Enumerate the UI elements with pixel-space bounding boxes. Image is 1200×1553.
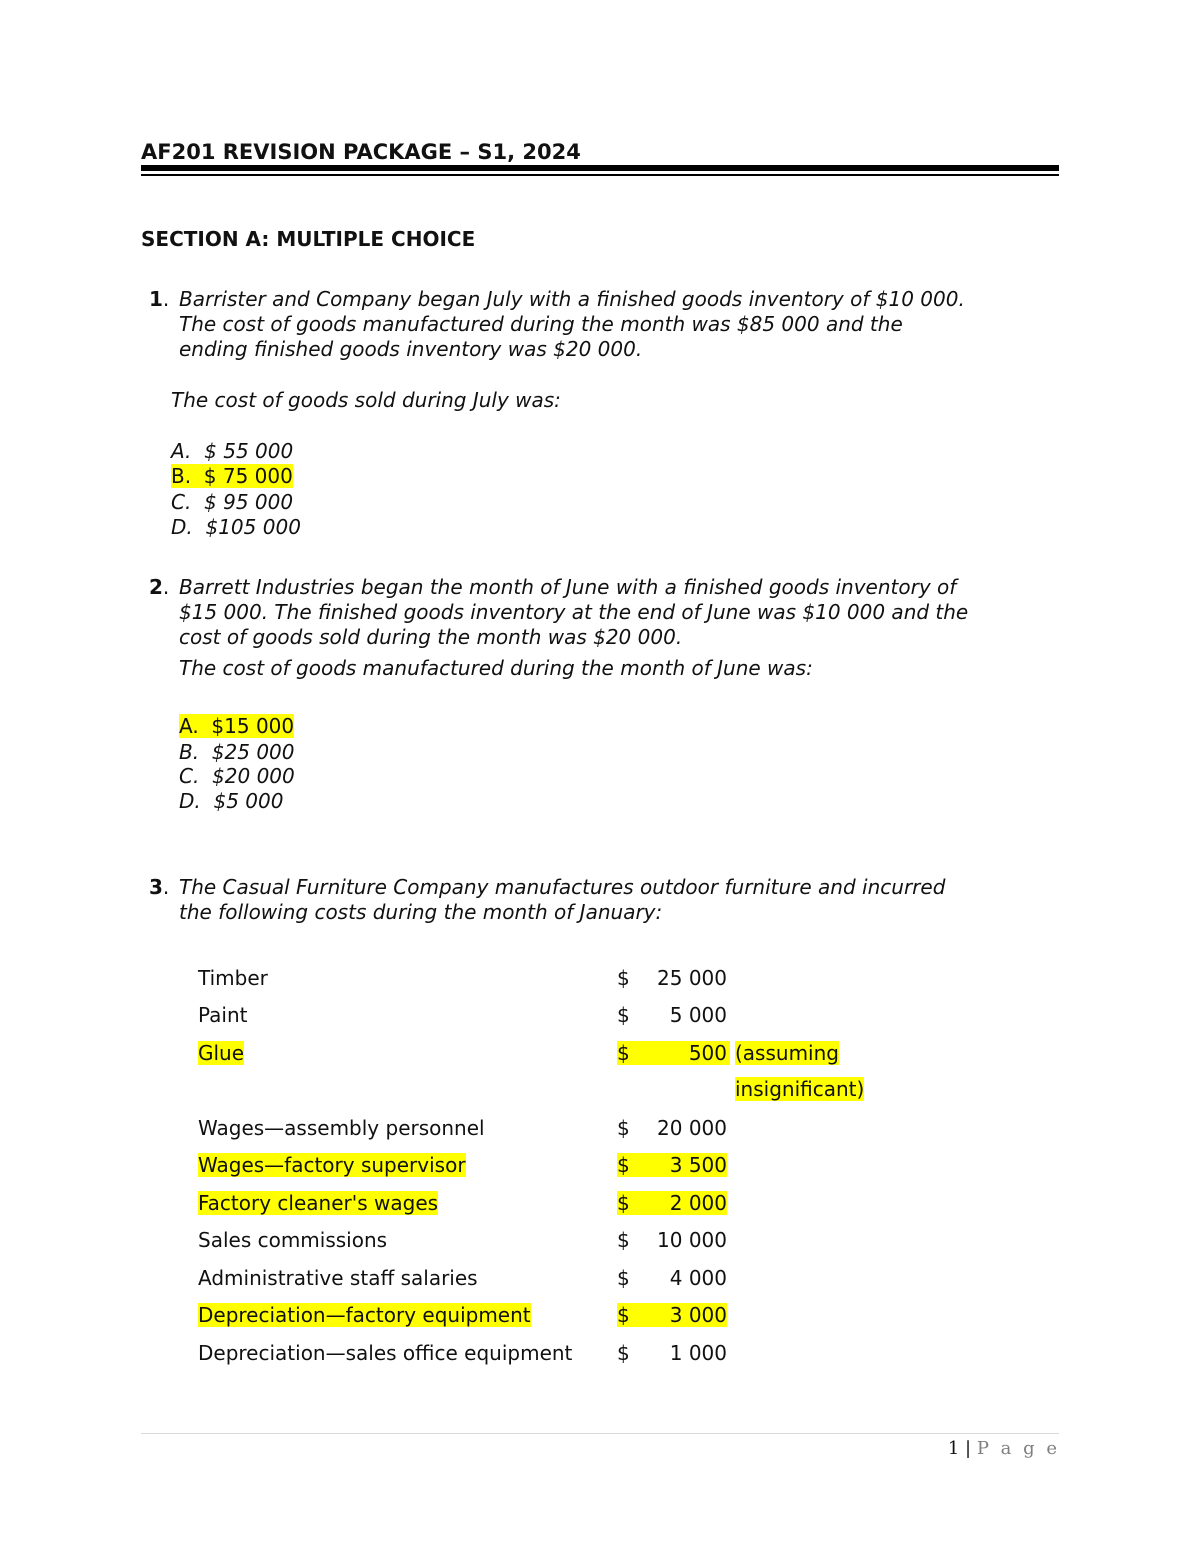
cost-amount: 20 000	[657, 1116, 727, 1140]
cost-currency: $	[617, 1003, 630, 1027]
title-underline-thick	[141, 165, 1059, 171]
cost-amount: 5 000	[669, 1003, 727, 1027]
question-text-line: ending finished goods inventory was $20 000.	[179, 337, 643, 361]
page-separator: |	[965, 1438, 972, 1459]
question-prompt: The cost of goods manufactured during the month of June was:	[179, 656, 813, 680]
question-text-line: Barrister and Company began July with a finished goods inventory of $10 000.	[179, 287, 965, 311]
cost-note: (assuming	[735, 1041, 839, 1065]
cost-currency: $	[617, 1153, 727, 1177]
question-text-line: the following costs during the month of January:	[179, 900, 663, 924]
question-prompt: The cost of goods sold during July was:	[171, 388, 561, 412]
answer-option-c: C. $ 95 000	[171, 490, 294, 514]
answer-option-d: D. $5 000	[179, 789, 284, 813]
question-text-line: cost of goods sold during the month was $20 000.	[179, 625, 683, 649]
cost-amount: 10 000	[657, 1228, 727, 1252]
cost-amount: 3 000	[669, 1303, 727, 1327]
cost-amount: 3 500	[669, 1153, 727, 1177]
cost-label: Glue	[198, 1041, 245, 1065]
question-number: 2.	[149, 575, 170, 599]
question-text-line: The cost of goods manufactured during the month was $85 000 and the	[179, 312, 903, 336]
cost-label: Timber	[198, 966, 268, 990]
cost-label: Wages—factory supervisor	[198, 1153, 466, 1177]
cost-amount: 25 000	[657, 966, 727, 990]
cost-note: insignificant)	[735, 1077, 865, 1101]
question-number: 3.	[149, 875, 170, 899]
answer-option-b: B. $ 75 000	[171, 464, 293, 488]
question-text-line: The Casual Furniture Company manufactures outdoor furniture and incurred	[179, 875, 946, 899]
page-label: P a g e	[976, 1438, 1060, 1459]
answer-option-b: B. $25 000	[179, 740, 295, 764]
page-footer	[948, 1438, 1060, 1459]
cost-label: Paint	[198, 1003, 248, 1027]
cost-currency: $	[617, 1228, 630, 1252]
answer-option-c: C. $20 000	[179, 764, 295, 788]
cost-amount: 1 000	[669, 1341, 727, 1365]
question-number: 1.	[149, 287, 170, 311]
cost-amount: 4 000	[669, 1266, 727, 1290]
cost-label: Wages—assembly personnel	[198, 1116, 485, 1140]
cost-currency: $	[617, 1341, 630, 1365]
cost-label: Depreciation—sales office equipment	[198, 1341, 573, 1365]
cost-amount: 500	[683, 1041, 727, 1065]
cost-currency: $	[617, 1116, 630, 1140]
answer-option-a: A. $ 55 000	[171, 439, 294, 463]
section-heading: SECTION A: MULTIPLE CHOICE	[141, 227, 476, 251]
cost-label: Administrative staff salaries	[198, 1266, 478, 1290]
cost-currency: $	[617, 1041, 730, 1065]
cost-label: Sales commissions	[198, 1228, 388, 1252]
cost-currency: $	[617, 966, 630, 990]
cost-currency: $	[617, 1303, 727, 1327]
question-text-line: $15 000. The finished goods inventory at the end of June was $10 000 and the	[179, 600, 969, 624]
cost-label: Depreciation—factory equipment	[198, 1303, 531, 1327]
footer-divider	[141, 1433, 1059, 1434]
answer-option-a: A. $15 000	[179, 714, 295, 738]
cost-currency: $	[617, 1191, 727, 1215]
question-text-line: Barrett Industries began the month of June with a finished goods inventory of	[179, 575, 957, 599]
cost-amount: 2 000	[669, 1191, 727, 1215]
title-underline-thin	[141, 174, 1059, 176]
page-number: 1	[947, 1438, 960, 1459]
cost-currency: $	[617, 1266, 630, 1290]
cost-label: Factory cleaner's wages	[198, 1191, 439, 1215]
document-title: AF201 REVISION PACKAGE – S1, 2024	[141, 140, 581, 164]
answer-option-d: D. $105 000	[171, 515, 301, 539]
